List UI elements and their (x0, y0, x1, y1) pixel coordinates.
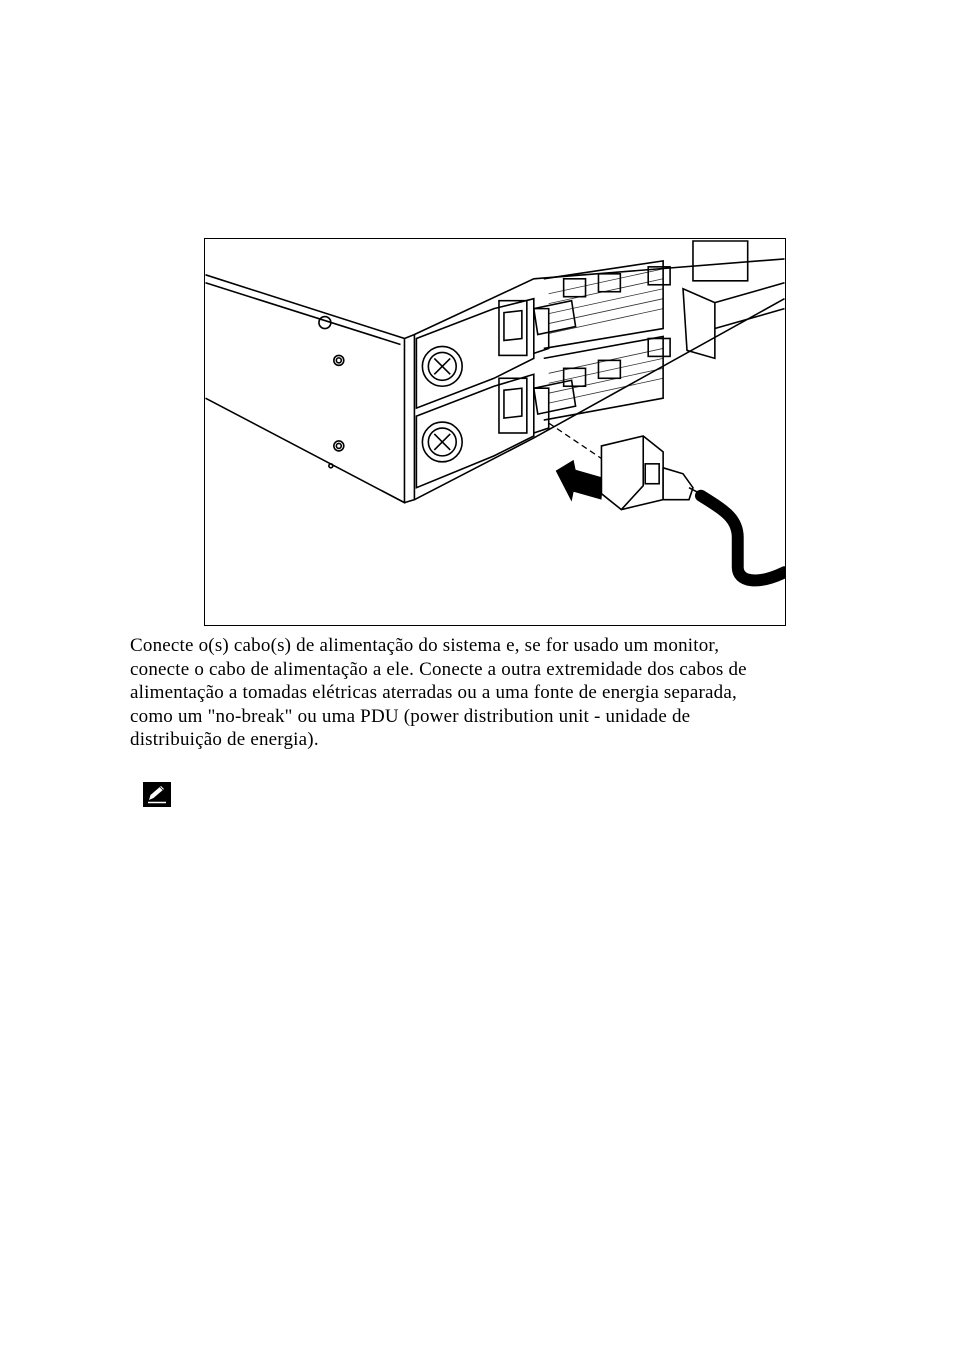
instruction-line: como um "no-break" ou uma PDU (power distribution unit - unidade de (130, 705, 691, 727)
instruction-line: Conecte o(s) cabo(s) de alimentação do sistema e, se for usado um monitor, (130, 635, 720, 656)
note-pencil-icon (143, 782, 171, 807)
instruction-line: alimentação a tomadas elétricas aterradas ou a uma fonte de energia separada, (130, 682, 737, 703)
server-power-cable-figure (204, 238, 786, 626)
instruction-line: conecte o cabo de alimentação a ele. Conecte a outra extremidade dos cabos de (130, 658, 747, 680)
instruction-line: distribuição de energia). (130, 729, 319, 750)
server-illustration (205, 239, 785, 625)
instruction-text (130, 634, 860, 752)
